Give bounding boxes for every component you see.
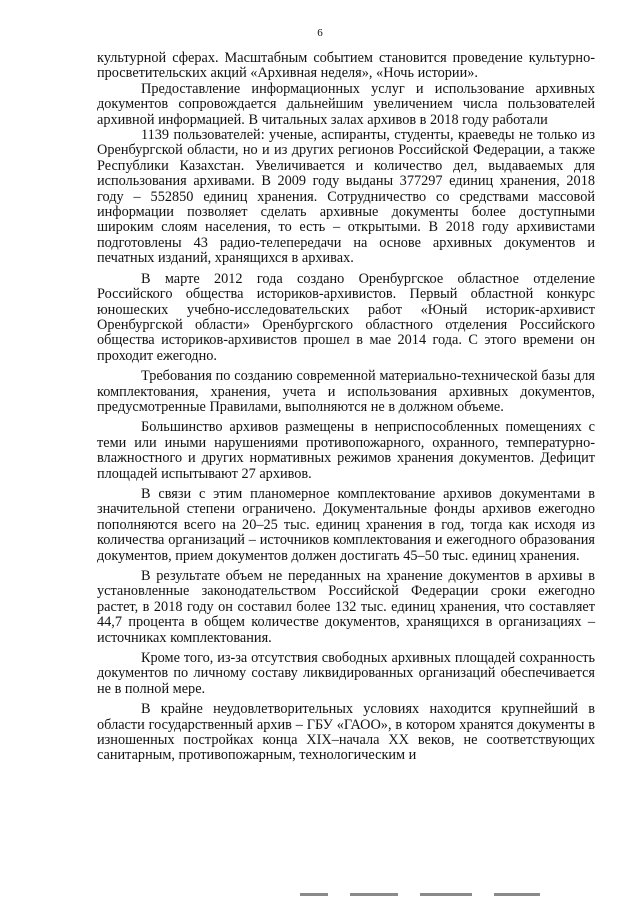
paragraph: Требования по созданию современной материально-технической базы для комплектования, хранения, учета и использования архивных документов, предусмотренные Правилами, выполняются не в должном объеме. (97, 368, 595, 415)
paragraph: Большинство архивов размещены в неприспособленных помещениях с теми или иными нарушениями противопожарного, охранного, температурно-влажностного и других нормативных режимов хранения документов. Дефицит площадей испытывают 27 архивов. (97, 419, 595, 482)
cropped-text-fragment (300, 893, 328, 896)
cropped-text-fragment (350, 893, 398, 896)
cropped-text-fragment (494, 893, 540, 896)
cropped-next-line (300, 893, 600, 905)
paragraph: В результате объем не переданных на хранение документов в архивы в установленные законодательством Российской Федерации сроки ежегодно растет, в 2018 году он составил более 132 тыс. единиц хранения, что составляет 44,7 процента в общем количестве документов, хранящихся в организациях – источниках комплектования. (97, 568, 595, 646)
paragraph: Кроме того, из-за отсутствия свободных архивных площадей сохранность документов по личному составу ликвидированных организаций обеспечивается не в полной мере. (97, 650, 595, 697)
paragraph: Предоставление информационных услуг и использование архивных документов сопровождается дальнейшим увеличением числа пользователей архивной информацией. В читальных залах архивов в 2018 году работали (97, 80, 595, 128)
paragraph: культурной сферах. Масштабным событием становится проведение культурно-просветительских акций «Архивная неделя», «Ночь истории». (97, 50, 595, 82)
paragraph: В крайне неудовлетворительных условиях находится крупнейший в области государственный архив – ГБУ «ГАОО», в котором хранятся документы в изношенных постройках конца XIX–начала XX веков, не соответствующих санитарным, противопожарным, технологическим и (97, 701, 595, 764)
paragraph: В связи с этим планомерное комплектование архивов документами в значительной степени ограничено. Документальные фонды архивов ежегодно пополняются всего на 20–25 тыс. единиц хранения в год, тогда как исходя из количества организаций – источников комплектования и ежегодного образования документов, прием документов должен достигать 45–50 тыс. единиц хранения. (97, 485, 595, 564)
paragraph: В марте 2012 года создано Оренбургское областное отделение Российского общества историков-архивистов. Первый областной конкурс юношеских учебно-исследовательских работ «Юный историк-архивист Оренбургской области» Оренбургского областного отделения Российского общества историков-архивистов прошел в мае 2014 года. С этого времени он проходит ежегодно. (97, 270, 595, 364)
cropped-text-fragment (420, 893, 472, 896)
document-body (97, 51, 595, 764)
paragraph: 1139 пользователей: ученые, аспиранты, студенты, краеведы не только из Оренбургской области, но и из других регионов Российской Федерации, а также Республики Казахстан. Увеличивается и количество дел, выдаваемых для использования архивами. В 2009 году выданы 377297 единиц хранения, 2018 году – 552850 единиц хранения. Сотрудничество со средствами массовой информации позволяет сделать архивные документы более доступными широким слоям населения, то есть – открытыми. В 2018 году архивистами подготовлены 43 радио-телепередачи на основе архивных документов и печатных изданий, хранящихся в архивах. (97, 127, 595, 267)
page-number: 6 (317, 27, 323, 39)
